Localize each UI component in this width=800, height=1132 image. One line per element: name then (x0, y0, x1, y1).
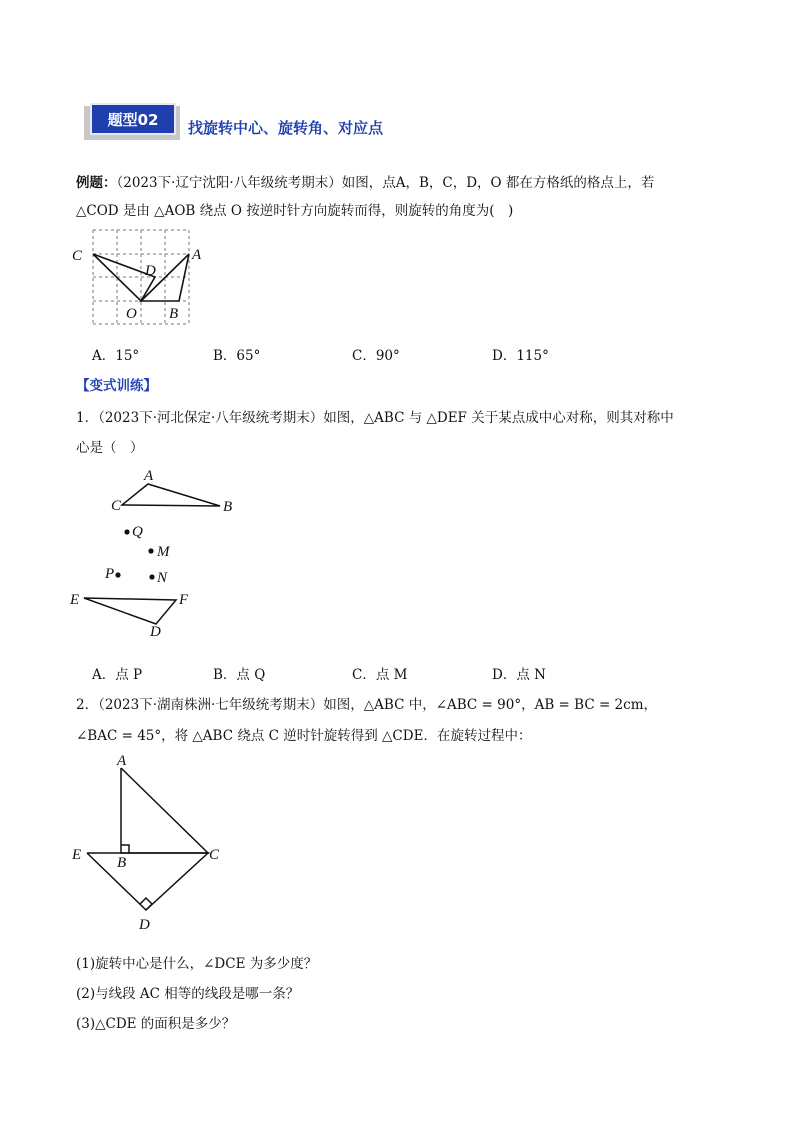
label-C: C (209, 847, 220, 863)
label-C: C (72, 248, 83, 264)
q1-option-a: A．点 P (92, 667, 143, 683)
label-F: F (179, 592, 189, 608)
label-C: C (111, 498, 122, 514)
example-line-1 (76, 175, 654, 191)
q1-text-1: 1．（2023下·河北保定·八年级统考期末）如图，△ABC 与 △DEF 关于某点成中心对称，则其对称中 (76, 410, 674, 426)
q1-option-d: D．点 N (492, 667, 546, 683)
q2-subquestion-2: (2)与线段 AC 相等的线段是哪一条？ (76, 986, 300, 1002)
right-triangle-rotation-figure (64, 748, 244, 938)
label-A: A (192, 247, 202, 263)
central-symmetry-figure (64, 462, 254, 642)
label-O: O (126, 306, 137, 322)
example-option-a: A．15° (92, 348, 140, 364)
q2-text-1: 2．（2023下·湖南株洲·七年级统考期末）如图，△ABC 中，∠ABC = 90°，AB = BC = 2cm， (76, 697, 657, 713)
example-text-1: （2023下·辽宁沈阳·八年级统考期末）如图，点A，B，C，D，O 都在方格纸的格点上，若 (116, 175, 655, 191)
question-type-tag: 题型02 (90, 103, 176, 135)
example-option-d: D．115° (492, 348, 549, 364)
point-P (115, 572, 120, 577)
point-Q (124, 529, 129, 534)
right-angle-mark-D (140, 898, 152, 910)
example-label: 例题： (76, 175, 117, 191)
label-N: N (157, 570, 168, 586)
right-angle-mark-B (121, 845, 129, 853)
q2-text-2: ∠BAC = 45°，将 △ABC 绕点 C 逆时针旋转得到 △CDE．在旋转过程中： (76, 728, 532, 744)
label-B: B (169, 306, 179, 322)
point-N (149, 574, 154, 579)
label-D: D (139, 917, 150, 933)
triangles (87, 768, 208, 910)
label-M: M (157, 544, 170, 560)
section-heading: 找旋转中心、旋转角、对应点 (188, 119, 384, 137)
grid-rotation-figure (66, 222, 216, 332)
label-A: A (117, 753, 127, 769)
practice-label: 【变式训练】 (76, 378, 157, 394)
point-M (148, 548, 153, 553)
example-option-b: B．65° (213, 348, 261, 364)
q1-option-c: C．点 M (352, 667, 408, 683)
triangles (84, 484, 220, 624)
q2-subquestion-3: (3)△CDE 的面积是多少？ (76, 1016, 236, 1032)
label-E: E (70, 592, 80, 608)
label-A: A (144, 468, 154, 484)
label-E: E (72, 847, 82, 863)
label-P: P (105, 566, 115, 582)
label-B: B (117, 855, 127, 871)
label-D: D (150, 624, 161, 640)
label-D: D (145, 263, 156, 279)
q1-option-b: B．点 Q (213, 667, 266, 683)
q1-text-2: 心是（ ） (76, 440, 144, 456)
example-option-c: C．90° (352, 348, 400, 364)
label-Q: Q (132, 524, 143, 540)
label-B: B (223, 499, 233, 515)
example-text-2: △COD 是由 △AOB 绕点 O 按逆时针方向旋转而得，则旋转的角度为( ) (76, 203, 514, 219)
q2-subquestion-1: (1)旋转中心是什么，∠DCE 为多少度？ (76, 956, 318, 972)
